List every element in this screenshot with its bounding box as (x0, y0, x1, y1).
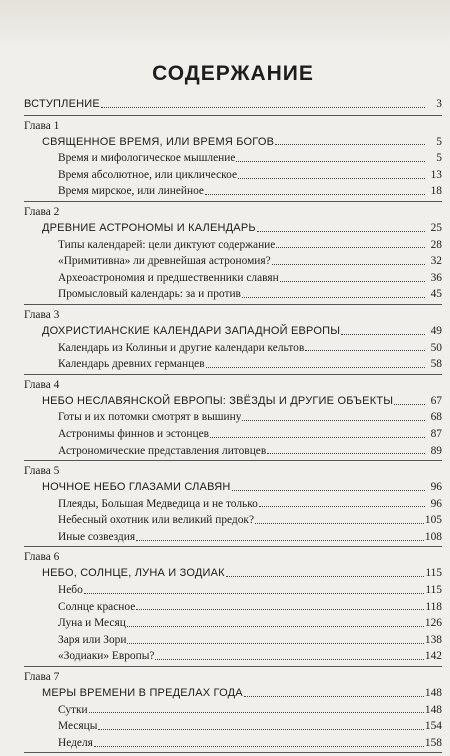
toc-chapter-2 (24, 205, 442, 305)
toc-leader-dots (232, 490, 425, 491)
toc-leader-dots (236, 161, 425, 162)
toc-subsection[interactable] (24, 167, 442, 184)
toc-entry-label: НОЧНОЕ НЕБО ГЛАЗАМИ СЛАВЯН (42, 481, 231, 494)
toc-leader-dots (267, 453, 425, 454)
chapter-heading: Глава 7 (24, 671, 60, 684)
toc-entry-page: 158 (424, 736, 442, 749)
toc-entry-page: 148 (424, 703, 442, 716)
toc-entry-page: 96 (430, 481, 442, 494)
toc-subsection[interactable] (24, 237, 442, 254)
toc-leader-dots (242, 420, 425, 421)
toc-leader-dots (272, 264, 425, 265)
toc-entry-page: 49 (430, 324, 442, 337)
toc-chapter-title[interactable] (24, 565, 442, 582)
toc-chapter-title[interactable] (24, 479, 442, 496)
toc-subsection[interactable] (24, 496, 442, 513)
toc-subsection[interactable] (24, 150, 442, 167)
toc-entry-page: 126 (424, 617, 442, 630)
toc-entry-intro[interactable] (24, 96, 442, 113)
toc-leader-dots (210, 437, 425, 438)
toc-leader-dots (136, 609, 424, 610)
toc-leader-dots (276, 247, 425, 248)
toc-chapter-title[interactable] (24, 134, 442, 151)
toc-chapter-6 (24, 550, 442, 667)
toc-entry-label: Календарь из Колиньи и другие календари кельтов (58, 341, 305, 354)
toc-entry-page: 105 (424, 514, 442, 527)
toc-entry-label: Время абсолютное, или циклическое (58, 168, 237, 181)
toc-entry-page: 87 (430, 427, 442, 440)
toc-entry-label: НЕБО, СОЛНЦЕ, ЛУНА И ЗОДИАК (42, 567, 225, 580)
toc-subsection[interactable] (24, 648, 442, 665)
toc-entry-label: Типы календарей: цели диктуют содержание (58, 238, 276, 251)
toc-chapter-3 (24, 308, 442, 375)
toc-leader-dots (127, 626, 424, 627)
toc-chapter-4 (24, 378, 442, 461)
toc-entry-label: Астрономические представления литовцев (58, 444, 267, 457)
toc-entry-page: 32 (430, 255, 442, 268)
toc-subsection[interactable] (24, 735, 442, 752)
toc-subsection[interactable] (24, 512, 442, 529)
toc-entry-label: Готы и их потомки смотрят в вышину (58, 411, 242, 424)
toc-entry-page: 28 (430, 238, 442, 251)
toc-subsection[interactable] (24, 183, 442, 200)
page-top-bleed (0, 0, 450, 48)
toc-subsection[interactable] (24, 409, 442, 426)
toc-leader-dots (84, 593, 425, 594)
toc-entry-label: МЕРЫ ВРЕМЕНИ В ПРЕДЕЛАХ ГОДА (42, 687, 243, 700)
toc-subsection[interactable] (24, 582, 442, 599)
chapter-heading: Глава 4 (24, 378, 60, 391)
toc-entry-page: 115 (425, 584, 442, 597)
toc-leader-dots (305, 350, 425, 351)
toc-entry-label: Астронимы финнов и эстонцев (58, 427, 210, 440)
toc-leader-dots (136, 540, 424, 541)
toc-page (24, 62, 442, 756)
toc-entry-page: 36 (430, 271, 442, 284)
chapter-heading: Глава 3 (24, 308, 60, 321)
toc-entry-page: 45 (430, 288, 442, 301)
toc-entry-label: СВЯЩЕННОЕ ВРЕМЯ, ИЛИ ВРЕМЯ БОГОВ (42, 135, 275, 148)
toc-entry-page: 115 (425, 567, 442, 580)
toc-subsection[interactable] (24, 270, 442, 287)
page-title: СОДЕРЖАНИЕ (152, 62, 314, 85)
chapter-heading: Глава 2 (24, 205, 60, 218)
toc-chapter-title[interactable] (24, 323, 442, 340)
toc-entry-page: 58 (430, 358, 442, 371)
toc-entry-page: 96 (430, 497, 442, 510)
toc-subsection[interactable] (24, 615, 442, 632)
toc-entry-page: 50 (430, 341, 442, 354)
toc-leader-dots (257, 231, 425, 232)
toc-entry-label: Плеяды, Большая Медведица и не только (58, 497, 258, 510)
toc-entry-page: 118 (425, 600, 442, 613)
toc-leader-dots (89, 712, 424, 713)
toc-entry-label: ДРЕВНИЕ АСТРОНОМЫ И КАЛЕНДАРЬ (42, 221, 256, 234)
toc-leader-dots (242, 297, 425, 298)
toc-entry-page: 25 (430, 221, 442, 234)
toc-entry-label: Календарь древних германцев (58, 358, 205, 371)
toc-subsection[interactable] (24, 702, 442, 719)
toc-leader-dots (101, 107, 425, 108)
toc-entry-page: 142 (424, 650, 442, 663)
toc-subsection[interactable] (24, 599, 442, 616)
toc-subsection[interactable] (24, 632, 442, 649)
toc-entry-label: Сутки (58, 703, 88, 716)
chapter-heading: Глава 6 (24, 551, 60, 564)
toc-leader-dots (206, 367, 425, 368)
toc-chapter-title[interactable] (24, 393, 442, 410)
toc-subsection[interactable] (24, 356, 442, 373)
toc-leader-dots (255, 523, 424, 524)
toc-entry-page: 68 (430, 411, 442, 424)
toc-chapter-5 (24, 464, 442, 547)
toc-entry-label: «Зодиаки» Европы? (58, 650, 155, 663)
toc-entry-label: Небо (58, 584, 83, 597)
toc-leader-dots (238, 178, 425, 179)
toc-leader-dots (244, 696, 424, 697)
toc-subsection[interactable] (24, 253, 442, 270)
toc-leader-dots (94, 746, 424, 747)
toc-leader-dots (127, 643, 423, 644)
toc-entry-page: 108 (424, 530, 442, 543)
toc-entry-page: 148 (424, 687, 442, 700)
toc-entry-label: ДОХРИСТИАНСКИЕ КАЛЕНДАРИ ЗАПАДНОЙ ЕВРОПЫ (42, 324, 341, 337)
toc-entry-page: 13 (430, 168, 442, 181)
toc-subsection[interactable] (24, 443, 442, 460)
toc-entry-label: Месяцы (58, 720, 98, 733)
toc-leader-dots (98, 729, 424, 730)
toc-entry-label: Время и мифологическое мышление (58, 152, 236, 165)
toc-subsection[interactable] (24, 529, 442, 546)
toc-intro (24, 96, 442, 116)
toc-entry-page: 3 (436, 98, 442, 110)
toc-entry-label: Археоастрономия и предшественники славян (58, 271, 279, 284)
toc-entry-page: 67 (430, 394, 442, 407)
toc-chapters (24, 119, 442, 754)
toc-entry-label: Промысловый календарь: за и против (58, 288, 241, 301)
toc-leader-dots (341, 334, 425, 335)
toc-leader-dots (280, 281, 425, 282)
chapter-heading: Глава 5 (24, 465, 60, 478)
toc-leader-dots (226, 576, 425, 577)
toc-entry-label: Луна и Месяц (58, 617, 126, 630)
toc-entry-label: Иные созвездия (58, 530, 136, 543)
toc-entry-page: 154 (424, 720, 442, 733)
toc-leader-dots (394, 404, 425, 405)
toc-entry-page: 5 (436, 135, 442, 148)
toc-leader-dots (275, 144, 425, 145)
toc-chapter-title[interactable] (24, 220, 442, 237)
toc-entry-page: 18 (430, 185, 442, 198)
toc-chapter-1 (24, 119, 442, 202)
toc-entry-label: НЕБО НЕСЛАВЯНСКОЙ ЕВРОПЫ: ЗВЁЗДЫ И ДРУГИЕ ОБЪЕКТЫ (42, 394, 394, 407)
toc-subsection[interactable] (24, 286, 442, 303)
toc-entry-page: 89 (430, 444, 442, 457)
toc-entry-label: Небесный охотник или великий предок? (58, 514, 255, 527)
toc-entry-label: «Примитивна» ли древнейшая астрономия? (58, 255, 271, 268)
toc-leader-dots (155, 659, 423, 660)
toc-subsection[interactable] (24, 718, 442, 735)
toc-entry-label: ВСТУПЛЕНИЕ (24, 98, 100, 110)
toc-entry-label: Неделя (58, 736, 93, 749)
toc-chapter-7 (24, 670, 442, 753)
toc-chapter-title[interactable] (24, 685, 442, 702)
toc-subsection[interactable] (24, 340, 442, 357)
toc-subsection[interactable] (24, 426, 442, 443)
toc-entry-label: Заря или Зори (58, 633, 127, 646)
toc-leader-dots (259, 506, 425, 507)
toc-entry-page: 138 (424, 633, 442, 646)
toc-entry-label: Солнце красное (58, 600, 136, 613)
toc-entry-label: Время мирское, или линейное (58, 185, 204, 198)
chapter-heading: Глава 1 (24, 119, 60, 132)
toc-leader-dots (205, 194, 425, 195)
toc-entry-page: 5 (436, 152, 442, 165)
